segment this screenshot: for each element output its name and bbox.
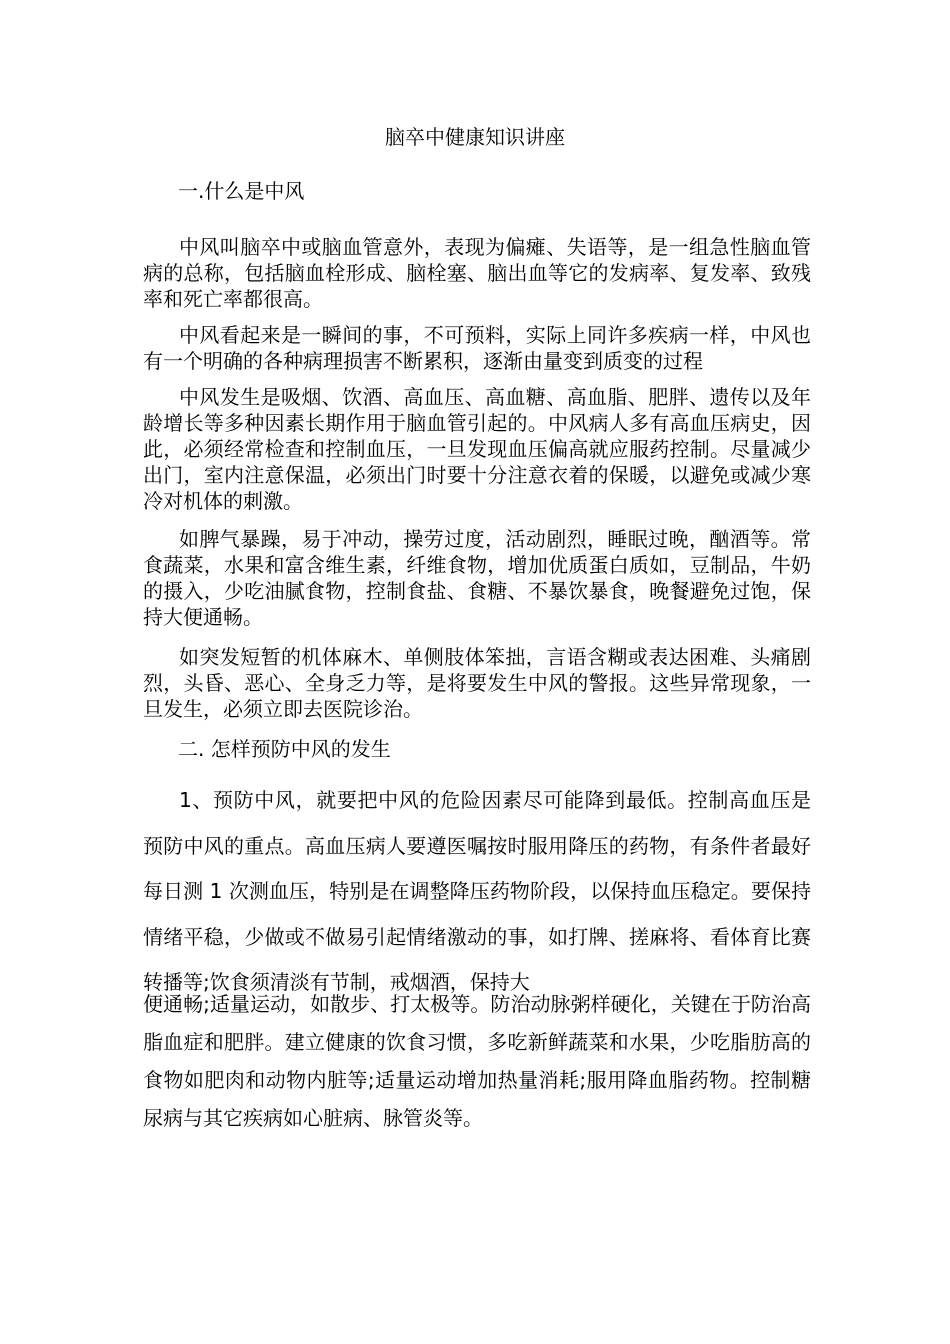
section-heading-what-is-stroke: 一.什么是中风 [178,179,305,203]
paragraph-definition: 中风叫脑卒中或脑血管意外，表现为偏瘫、失语等，是一组急性脑血管病的总称，包括脑血栓形成、脑栓塞、脑出血等它的发病率、复发率、致残率和死亡率都很高。 [143,235,811,311]
paragraph-gradual-process: 中风看起来是一瞬间的事，不可预料，实际上同许多疾病一样，中风也有一个明确的各种病理损害不断累积，逐渐由量变到质变的过程 [143,323,811,373]
document-title: 脑卒中健康知识讲座 [385,125,565,149]
section-heading-prevention: 二. 怎样预防中风的发生 [178,737,391,761]
paragraph-warning-signs: 如突发短暂的机体麻木、单侧肢体笨拙，言语含糊或表达困难、头痛剧烈，头昏、恶心、全身乏力等，是将要发生中风的警报。这些异常现象，一旦发生，必须立即去医院诊治。 [143,645,811,721]
paragraph-risk-factors: 中风发生是吸烟、饮酒、高血压、高血糖、高血脂、肥胖、遗传以及年龄增长等多种因素长期作用于脑血管引起的。中风病人多有高血压病史，因此，必须经常检查和控制血压，一旦发现血压偏高就应服药控制。尽量减少出门，室内注意保温，必须出门时要十分注意衣着的保暖，以避免或减少寒冷对机体的刺激。 [143,385,811,513]
paragraph-prevention-1: 1、预防中风，就要把中风的危险因素尽可能降到最低。控制高血压是预防中风的重点。高血压病人要遵医嘱按时服用降压的药物，有条件者最好每日测 1 次测血压，特别是在调整降压药物阶段，以保持血压稳定。要保持情绪平稳，少做或不做易引起情绪激动的事，如打牌、搓麻将、看体育比赛转播等;饮食须清淡有节制，戒烟酒，保持大 [143,788,811,994]
paragraph-lifestyle: 如脾气暴躁，易于冲动，操劳过度，活动剧烈，睡眠过晚，酗酒等。常食蔬菜，水果和富含维生素，纤维食物，增加优质蛋白质如，豆制品，牛奶的摄入，少吃油腻食物，控制食盐、食糖、不暴饮暴食，晚餐避免过饱，保持大便通畅。 [143,527,811,629]
paragraph-prevention-1-continued: 便通畅;适量运动，如散步、打太极等。防治动脉粥样硬化，关键在于防治高脂血症和肥胖。建立健康的饮食习惯，多吃新鲜蔬菜和水果，少吃脂肪高的食物如肥肉和动物内脏等;适量运动增加热量消耗;服用降血脂药物。控制糖尿病与其它疾病如心脏病、脉管炎等。 [143,992,811,1130]
